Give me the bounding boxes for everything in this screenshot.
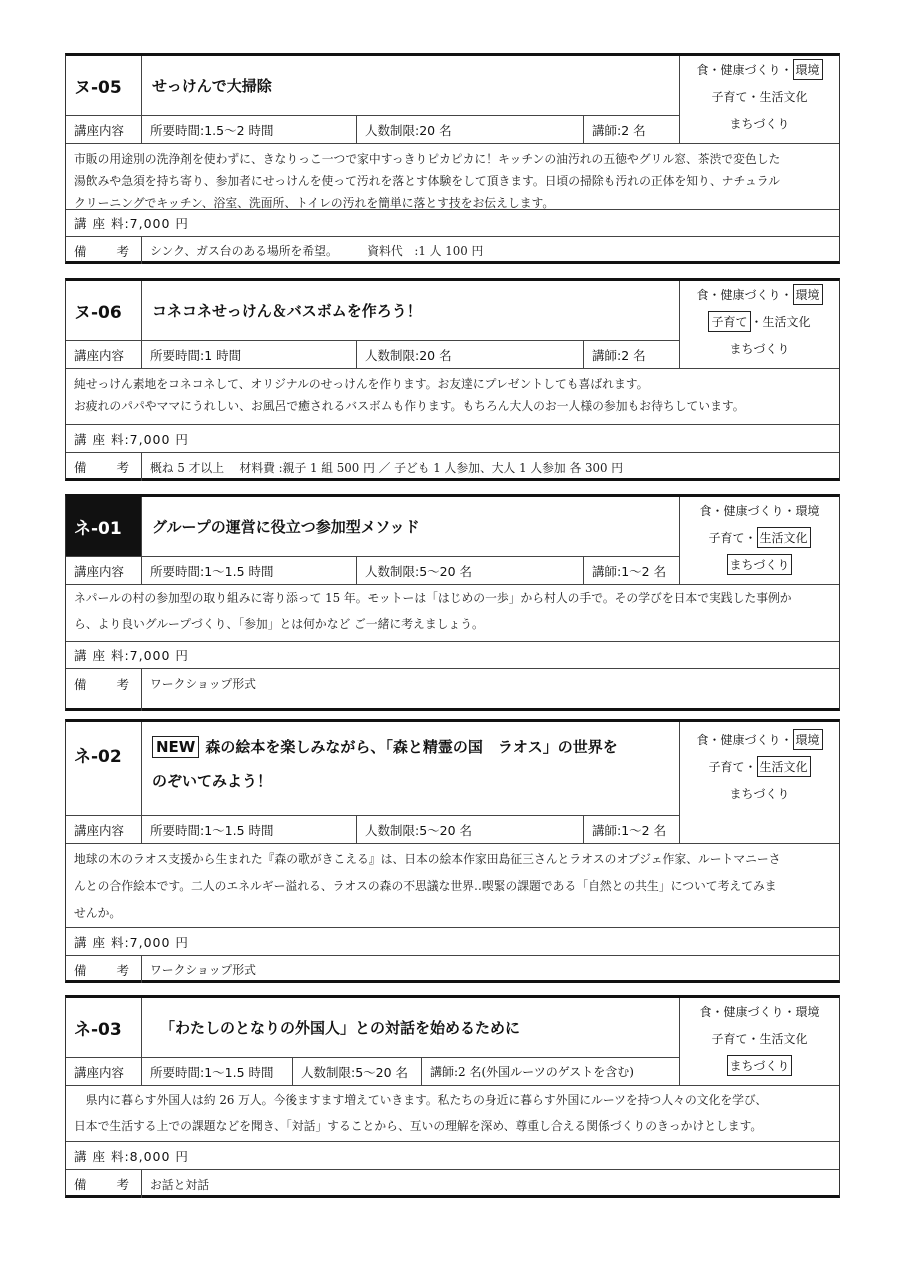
content-label: 講座内容 bbox=[74, 822, 125, 838]
course-code: ヌ-06 bbox=[74, 303, 122, 323]
content-label: 講座内容 bbox=[74, 1064, 125, 1080]
category-text: 食・健康づくり・ bbox=[696, 733, 793, 747]
category-text: 子育て・生活文化 bbox=[711, 1032, 808, 1046]
remarks-text: 概ね 5 才以上 材料費 :親子 1 組 500 円 ／ 子ども 1 人参加、大人 1 人参加 各 300 円 bbox=[141, 453, 839, 481]
course-title: せっけんで大掃除 bbox=[141, 56, 679, 115]
course-title: 「わたしのとなりの外国人」との対話を始めるために bbox=[141, 998, 679, 1057]
description-line: 市販の用途別の洗浄剤を使わずに、きなりっこ一つで家中すっきりピカピカに！キッチンの油汚れの五徳やグリル窓、茶渋で変色した bbox=[74, 152, 781, 166]
course-card-ne02 bbox=[65, 719, 840, 983]
category-childcare-selected: 子育て bbox=[708, 311, 750, 332]
category-text: 食・健康づくり・環境 bbox=[699, 504, 820, 518]
remarks-label-char: 備 bbox=[74, 677, 87, 692]
category-text: 子育て・ bbox=[708, 531, 757, 545]
remarks-label bbox=[66, 669, 141, 711]
duration: 所要時間:1 時間 bbox=[141, 341, 356, 368]
course-description bbox=[66, 585, 839, 637]
description-line: ネパールの村の参加型の取り組みに寄り添って 15 年。モットーは「はじめの一歩」から村人の手で。その学びを日本で実践した事例か bbox=[74, 591, 792, 605]
category-text: まちづくり bbox=[729, 787, 790, 801]
remarks-label-char: 考 bbox=[116, 1177, 129, 1192]
course-title-line: 森の絵本を楽しみながら、「森と精霊の国 ラオス」の世界を bbox=[205, 738, 618, 756]
course-fee: 講 座 料:7,000 円 bbox=[74, 934, 189, 950]
remarks-label bbox=[66, 1170, 141, 1198]
course-card-ne01 bbox=[65, 494, 840, 711]
category-text: まちづくり bbox=[729, 117, 790, 131]
description-line: ら、より良いグループづくり、「参加」とは何かなど ご一緒に考えましょう。 bbox=[74, 617, 484, 631]
capacity: 人数制限:5～20 名 bbox=[292, 1058, 421, 1085]
content-label: 講座内容 bbox=[74, 122, 125, 138]
category-community-selected: まちづくり bbox=[727, 554, 793, 575]
category-lifeculture-selected: 生活文化 bbox=[757, 527, 811, 548]
course-title-line: のぞいてみよう！ bbox=[152, 772, 273, 790]
instructors: 講師:1～2 名 bbox=[583, 557, 681, 584]
category-environment-selected: 環境 bbox=[793, 284, 823, 305]
course-code: ネ-03 bbox=[74, 1020, 122, 1040]
description-line: 純せっけん素地をコネコネして、オリジナルのせっけんを作ります。お友達にプレゼントしても喜ばれます。 bbox=[74, 377, 649, 391]
course-fee: 講 座 料:7,000 円 bbox=[74, 216, 189, 231]
remarks-label-char: 考 bbox=[116, 677, 129, 692]
capacity: 人数制限:5～20 名 bbox=[356, 816, 583, 843]
course-fee: 講 座 料:8,000 円 bbox=[74, 1148, 189, 1164]
course-card-nu06 bbox=[65, 278, 840, 481]
category-community-selected: まちづくり bbox=[727, 1055, 793, 1076]
category-panel bbox=[679, 497, 839, 584]
description-line: お疲れのパパやママにうれしい、お風呂で癒されるバスボムも作ります。もちろん大人のお一人様の参加もお待ちしています。 bbox=[74, 399, 745, 413]
course-description bbox=[66, 844, 839, 927]
course-code: ネ-02 bbox=[74, 747, 122, 767]
category-text: ・生活文化 bbox=[750, 315, 811, 329]
capacity: 人数制限:20 名 bbox=[356, 341, 583, 368]
duration: 所要時間:1.5～2 時間 bbox=[141, 116, 356, 143]
instructors: 講師:2 名 bbox=[583, 116, 681, 143]
course-fee: 講 座 料:7,000 円 bbox=[74, 648, 189, 663]
category-panel bbox=[679, 281, 839, 368]
remarks-label-char: 備 bbox=[74, 962, 87, 978]
instructors: 講師:1～2 名 bbox=[583, 816, 681, 843]
capacity: 人数制限:5～20 名 bbox=[356, 557, 583, 584]
instructors: 講師:2 名 bbox=[583, 341, 681, 368]
description-line: 湯飲みや急須を持ち寄り、参加者にせっけんを使って汚れを落とす体験をして頂きます。日頃の掃除も汚れの正体を知り、ナチュラル bbox=[74, 174, 780, 188]
remarks-label bbox=[66, 237, 141, 264]
category-text: ・生活文化 bbox=[747, 90, 808, 104]
category-text: 食・健康づくり・環境 bbox=[699, 1005, 820, 1019]
description-line: んとの合作絵本です。二人のエネルギー溢れる、ラオスの森の不思議な世界‥喫緊の課題である「自然との共生」について考えてみま bbox=[74, 879, 777, 893]
duration: 所要時間:1～1.5 時間 bbox=[141, 1058, 292, 1085]
remarks-label-char: 考 bbox=[116, 962, 129, 978]
remarks-label bbox=[66, 453, 141, 481]
course-title bbox=[141, 722, 679, 815]
remarks-text: お話と対話 bbox=[141, 1170, 839, 1198]
course-card-nu05 bbox=[65, 53, 840, 264]
category-panel bbox=[679, 998, 839, 1085]
category-text: 食・健康づくり・ bbox=[696, 63, 793, 77]
content-label: 講座内容 bbox=[74, 347, 125, 363]
course-code: ネ-01 bbox=[66, 497, 141, 556]
category-environment-selected: 環境 bbox=[793, 59, 823, 80]
remarks-text: シンク、ガス台のある場所を希望。 資料代 :1 人 100 円 bbox=[141, 237, 839, 264]
remarks-text: ワークショップ形式 bbox=[141, 669, 839, 711]
course-title: コネコネせっけん＆バスボムを作ろう！ bbox=[141, 281, 679, 340]
remarks-label-char: 考 bbox=[116, 243, 129, 259]
remarks-label-char: 備 bbox=[74, 1177, 87, 1192]
category-text: まちづくり bbox=[729, 342, 790, 356]
course-fee: 講 座 料:7,000 円 bbox=[74, 431, 189, 447]
category-lifeculture-selected: 生活文化 bbox=[757, 756, 811, 777]
category-environment-selected: 環境 bbox=[793, 729, 823, 750]
remarks-label-char: 備 bbox=[74, 460, 87, 475]
category-text: 子育て bbox=[711, 90, 748, 104]
description-line: 地球の木のラオス支援から生まれた『森の歌がきこえる』は、日本の絵本作家田島征三さんとラオスのオブジェ作家、ルートマニーさ bbox=[74, 852, 781, 866]
category-panel bbox=[679, 56, 839, 143]
new-badge: NEW bbox=[152, 736, 199, 758]
course-title: グループの運営に役立つ参加型メソッド bbox=[141, 497, 679, 556]
remarks-label bbox=[66, 956, 141, 983]
category-text: 食・健康づくり・ bbox=[696, 288, 793, 302]
remarks-text: ワークショップ形式 bbox=[141, 956, 839, 983]
category-text: 子育て・ bbox=[708, 760, 757, 774]
course-description bbox=[66, 1086, 839, 1139]
remarks-label-char: 考 bbox=[116, 460, 129, 475]
description-line: せんか。 bbox=[74, 906, 122, 920]
course-description bbox=[66, 144, 839, 214]
description-line: 県内に暮らす外国人は約 26 万人。今後ますます増えていきます。私たちの身近に暮らす外国にルーツを持つ人々の文化を学び、 bbox=[74, 1093, 768, 1107]
description-line: 日本で生活する上での課題などを聞き、「対話」することから、互いの理解を深め、尊重し合える関係づくりのきっかけとします。 bbox=[74, 1119, 763, 1133]
duration: 所要時間:1～1.5 時間 bbox=[141, 557, 356, 584]
course-description bbox=[66, 369, 839, 417]
capacity: 人数制限:20 名 bbox=[356, 116, 583, 143]
remarks-label-char: 備 bbox=[74, 243, 87, 259]
description-line: クリーニングでキッチン、浴室、洗面所、トイレの汚れを簡単に落とす技をお伝えします。 bbox=[74, 196, 555, 210]
duration: 所要時間:1～1.5 時間 bbox=[141, 816, 356, 843]
category-panel bbox=[679, 722, 839, 843]
course-card-ne03 bbox=[65, 995, 840, 1198]
content-label: 講座内容 bbox=[74, 563, 125, 579]
course-code: ヌ-05 bbox=[74, 78, 122, 98]
instructors: 講師:2 名(外国ルーツのゲストを含む) bbox=[421, 1058, 681, 1085]
